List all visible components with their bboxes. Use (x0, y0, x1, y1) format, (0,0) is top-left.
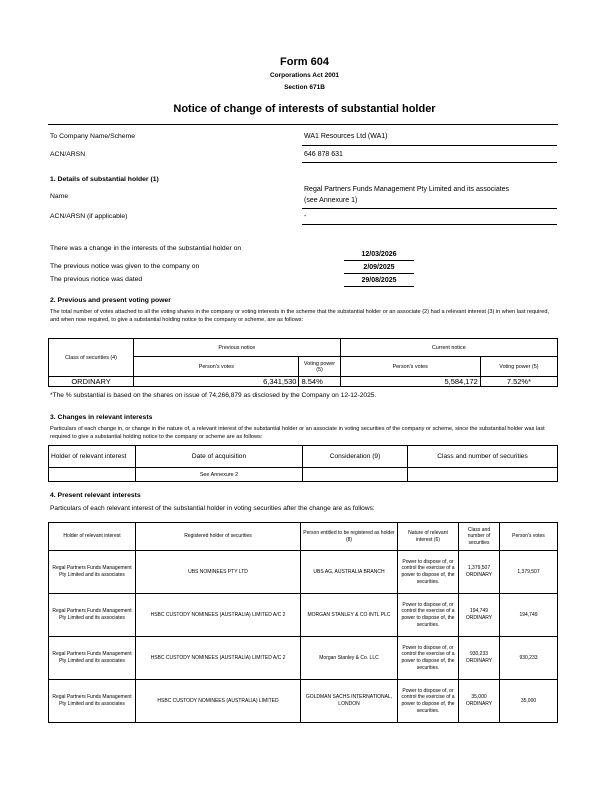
row-class: ORDINARY (49, 377, 134, 387)
present-interests-table (48, 522, 558, 723)
company-acn-value: 646 878 631 (304, 151, 343, 158)
row-nature: Power to dispose of, or control the exercise of a power to dispose of, the securities. (398, 680, 459, 723)
prev-dated-value: 29/08/2025 (361, 277, 397, 284)
hdr-votes: Person's votes (500, 523, 558, 551)
prev-persons-votes-header: Person's votes (134, 357, 299, 377)
company-label: To Company Name/Scheme (50, 133, 135, 140)
act-name: Corporations Act 2001 (269, 72, 340, 79)
class-header: Class of securities (4) (49, 339, 134, 377)
row-entitled: UBS AG, AUSTRALIA BRANCH (301, 551, 398, 594)
section4-heading: 4. Present relevant interests (50, 492, 141, 499)
row-class-number: 194,749 ORDINARY (459, 594, 500, 637)
form-number: Form 604 (280, 56, 329, 68)
row-votes: 194,749 (500, 594, 558, 637)
change-date-underline (344, 260, 414, 261)
prev-dated-underline (344, 286, 414, 287)
table-row (49, 594, 558, 637)
row-holder: Regal Partners Funds Management Pty Limited and its associates (49, 594, 136, 637)
table-row (49, 637, 558, 680)
row-holder: Regal Partners Funds Management Pty Limited and its associates (49, 637, 136, 680)
changes-col-consideration: Consideration (9) (303, 446, 408, 468)
row-registered: HSBC CUSTODY NOMINEES (AUSTRALIA) LIMITED A/C 2 (136, 637, 301, 680)
voting-power-table (48, 338, 558, 387)
section3-heading: 3. Changes in relevant interests (50, 414, 153, 421)
changes-empty-cell (49, 468, 136, 482)
row-nature: Power to dispose of, or control the exercise of a power to dispose of, the securities. (398, 594, 459, 637)
row-votes: 1,379,507 (500, 551, 558, 594)
current-notice-header: Current notice (340, 339, 557, 357)
hdr-holder: Holder of relevant interest (49, 523, 136, 551)
section2-heading: 2. Previous and present voting power (50, 297, 171, 304)
table-row (49, 551, 558, 594)
row-holder: Regal Partners Funds Management Pty Limited and its associates (49, 680, 136, 723)
row-nature: Power to dispose of, or control the exercise of a power to dispose of, the securities. (398, 637, 459, 680)
holder-name-value-2: (see Annexure 1) (304, 197, 358, 204)
row-class-number: 1,379,507 ORDINARY (459, 551, 500, 594)
changes-empty-cell (303, 468, 408, 482)
row-entitled: Morgan Stanley & Co. LLC (301, 637, 398, 680)
table-row (49, 680, 558, 723)
row-class-number: 35,000 ORDINARY (459, 680, 500, 723)
row-holder: Regal Partners Funds Management Pty Limited and its associates (49, 551, 136, 594)
prev-voting-power-header: Voting power (5) (299, 357, 340, 377)
voting-footnote: *The % substantial is based on the shares on issue of 74,266,879 as disclosed by the Company on 12-12-2025. (50, 392, 377, 399)
prev-votes: 6,341,530 (134, 377, 299, 387)
hdr-class-number: Class and number of securities (459, 523, 500, 551)
section2-description: The total number of votes attached to all the voting shares in the company or voting interests in the scheme that the substantial holder or an associate (2) had a relevant interest (3) in when last required, and when now required, to give a substantial holding notice to the company or scheme, are as follows: (50, 309, 550, 323)
row-registered: HSBC CUSTODY NOMINEES (AUSTRALIA) LIMITED A/C 2 (136, 594, 301, 637)
previous-notice-header: Previous notice (134, 339, 340, 357)
row-registered: HSBC CUSTODY NOMINEES (AUSTRALIA) LIMITED (136, 680, 301, 723)
section3-description: Particulars of each change in, or change in the nature of, a relevant interest of the substantial holder or an associate in voting securities of the company or scheme, since the substantial holder was last required to give a substantial holding notice to the company or scheme are as follows: (50, 426, 545, 440)
section1-heading: 1. Details of substantial holder (1) (50, 176, 159, 183)
holder-name-value-1: Regal Partners Funds Management Pty Limited and its associates (304, 186, 510, 193)
section4-description: Particulars of each relevant interest of the substantial holder in voting securities after the change are as follows: (50, 505, 375, 512)
title-divider (48, 124, 558, 125)
changes-col-class: Class and number of securities (408, 446, 558, 468)
prev-given-value: 2/09/2025 (363, 264, 395, 271)
hdr-registered: Registered holder of securities (136, 523, 301, 551)
changes-col-date: Date of acquisition (136, 446, 303, 468)
holder-acn-value: - (304, 213, 307, 220)
row-nature: Power to dispose of, or control the exercise of a power to dispose of, the securities. (398, 551, 459, 594)
row-class-number: 930,233 ORDINARY (459, 637, 500, 680)
prev-dated-label: The previous notice was dated (50, 276, 143, 283)
row-votes: 35,000 (500, 680, 558, 723)
change-date-label: There was a change in the interests of the substantial holder on (50, 245, 242, 252)
change-date-value: 12/03/2026 (361, 251, 397, 258)
curr-voting-power-header: Voting power (5) (480, 357, 557, 377)
changes-table (48, 445, 558, 482)
company-acn-label: ACN/ARSN (50, 151, 86, 158)
prev-given-underline (344, 273, 414, 274)
changes-annex-note: See Annexure 2 (136, 468, 303, 482)
curr-power: 7.52%* (480, 377, 557, 387)
holder-acn-label: ACN/ARSN (if applicable) (50, 213, 128, 220)
page-title: Notice of change of interests of substantial holder (173, 103, 436, 115)
prev-given-label: The previous notice was given to the company on (50, 263, 200, 270)
prev-power: 8.54% (299, 377, 340, 387)
changes-empty-cell (408, 468, 558, 482)
hdr-nature: Nature of relevant interest (6) (398, 523, 459, 551)
holder-name-label: Name (50, 193, 69, 200)
row-entitled: GOLDMAN SACHS INTERNATIONAL, LONDON (301, 680, 398, 723)
holder-name-underline (302, 208, 557, 209)
holder-acn-underline (302, 224, 557, 225)
row-registered: UBS NOMINEES PTY LTD (136, 551, 301, 594)
row-entitled: MORGAN STANLEY & CO INTL PLC (301, 594, 398, 637)
section-ref: Section 671B (284, 84, 325, 91)
curr-votes: 5,584,172 (340, 377, 480, 387)
row-votes: 930,233 (500, 637, 558, 680)
company-underline (302, 145, 557, 146)
company-value: WA1 Resources Ltd (WA1) (304, 133, 388, 140)
curr-persons-votes-header: Person's votes (340, 357, 480, 377)
company-acn-underline (302, 162, 557, 163)
hdr-entitled: Person entitled to be registered as holder (8) (301, 523, 398, 551)
changes-col-holder: Holder of relevant interest (49, 446, 136, 468)
